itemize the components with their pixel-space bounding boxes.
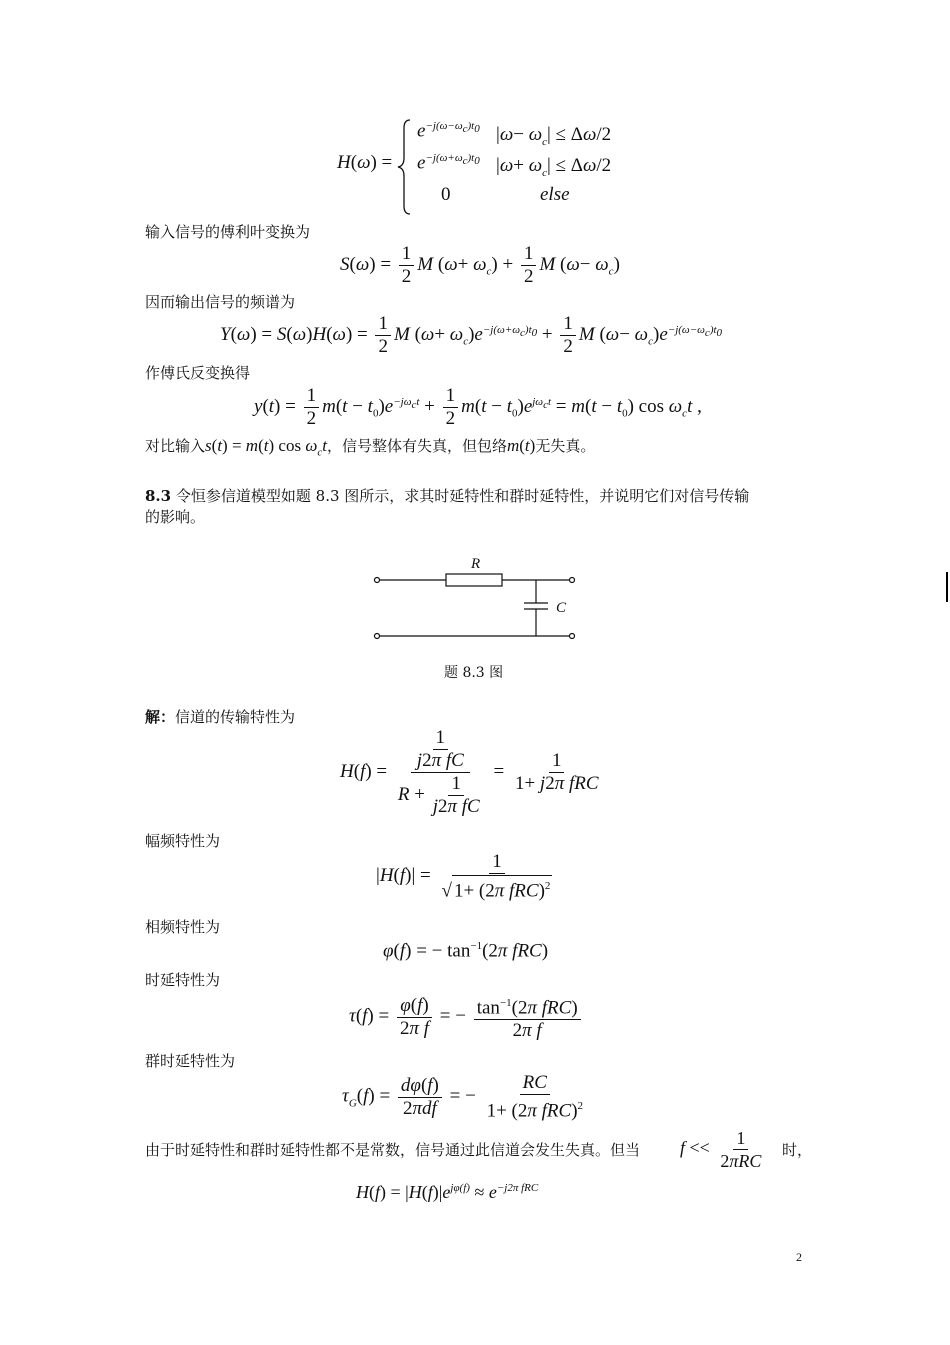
compare-end: 无失真。 <box>535 437 596 455</box>
case-3-cond: else <box>540 184 570 205</box>
figure-caption: 题 8.3 图 <box>444 665 504 681</box>
delay-char-text: 时延特性为 <box>145 971 221 989</box>
compare-line: 对比输入s(t) = m(t) $\cos \omega_ct$，信号整体有失真，但包络m(t)无失真。 <box>145 436 596 459</box>
page-number: 2 <box>796 1250 802 1264</box>
equation-tau-g-f: $\tau_G(f)$ = $\frac{d\varphi(f)}{\text{2πdf}}$ = − $\frac{RC}{1+ (2\pi fRC)^2}$ <box>342 1072 584 1122</box>
resistor <box>446 574 502 586</box>
conclusion-line <box>145 1140 640 1160</box>
solution-line <box>145 707 295 727</box>
compare-prefix: 对比输入 <box>145 437 206 455</box>
h-omega-lhs: H(ω) = <box>337 152 393 173</box>
input-ft-text: 输入信号的傅利叶变换为 <box>145 223 311 241</box>
left-brace <box>396 118 414 216</box>
rc-circuit-diagram <box>370 550 580 645</box>
case-3-expr: 0 <box>441 184 451 205</box>
capacitor-label: C <box>556 600 567 616</box>
output-terminal-bottom <box>570 634 575 639</box>
equation-abs-h-f: |H(f)| = $\frac{1}{√ 1+ (2\pi fRC)^2}$ <box>376 851 551 902</box>
problem-statement-line2: 的影响。 <box>145 508 206 526</box>
case-2-cond: $|\omega+ \omega_c| \le \Delta\omega/2$ <box>496 155 612 179</box>
equation-h-f: H(f) = $\frac{1}{\text{j2π fC}}$ R + $\frac{1}{\text{j2π fC}}$ = $\frac{1}{\text{1+ j2π fRC}}$ <box>340 727 599 817</box>
phase-freq-text: 相频特性为 <box>145 918 221 936</box>
equation-approx: $H(f) = |H(f)|e^{j\varphi(f)} \approx e^{-j2\pi fRC}$ <box>356 1182 539 1202</box>
problem-number: 8.3 <box>145 487 172 505</box>
output-terminal-top <box>570 578 575 583</box>
case-2-expr: $e^{-j(\omega+\omega_c)t_0}$ <box>417 152 480 174</box>
group-delay-char-text: 群时延特性为 <box>145 1052 236 1070</box>
compare-suffix: ，信号整体有失真，但包络 <box>326 437 507 455</box>
conclusion-end: 时， <box>782 1141 813 1159</box>
text-cursor <box>946 572 948 602</box>
equation-s-omega: S(ω) = $\frac{1}{2}$ M $(\omega+ \omega_c)$ + $\frac{1}{2}$ M $(\omega- \omega_c)$ <box>340 243 620 287</box>
equation-tau-f: τ(f) = $\frac{\varphi(f)}{\text{2π f}}$ = − $\frac{\tan^{-1}(2\pi fRC)}{\text{2π f}}$ <box>349 993 584 1041</box>
equation-y-omega: Y(ω) = S(ω)H(ω) = $\frac{1}{2}$ M $(\omega+ \omega_c)e^{-j(\omega+\omega_c)t_0}$ + $\frac{1}{2}$ M $(\omega- \omega_c)e^{-j(\omega-\omega_c)t_0}$ <box>220 313 723 357</box>
conclusion-text: 由于时延特性和群时延特性都不是常数，信号通过此信道会发生失真。但当 <box>145 1141 641 1159</box>
input-terminal-top <box>375 578 380 583</box>
equation-y-t: y(t) = $\frac{1}{2}$ $m(t - t_0)e^{-j\omega_ct}$ + $\frac{1}{2}$ $m(t - t_0)e^{j\omega_ct} = m(t - t_0)$ $\cos \omega_ct$ , <box>254 385 702 429</box>
amp-freq-text: 幅频特性为 <box>145 832 221 850</box>
case-1-cond: $|\omega- \omega_c| \le \Delta\omega/2$ <box>496 124 612 148</box>
output-spectrum-text: 因而输出信号的频谱为 <box>145 293 296 311</box>
problem-statement-line1 <box>145 486 749 506</box>
solution-label: 解： <box>145 708 176 726</box>
problem-text-line1: 令恒参信道模型如题 8.3 图所示，求其时延特性和群时延特性，并说明它们对信号传输 <box>175 487 750 505</box>
case-1-expr: $e^{-j(\omega-\omega_c)t_0}$ <box>417 120 480 142</box>
resistor-label: R <box>471 556 481 572</box>
solution-text: 信道的传输特性为 <box>175 708 296 726</box>
input-terminal-bottom <box>375 634 380 639</box>
equation-phi-f: φ(f) = − $\tan^{-1}(2\pi$ fRC) <box>383 940 549 962</box>
inverse-ft-text: 作傅氏反变换得 <box>145 364 251 382</box>
conclusion-condition: f << $\frac{1}{\text{2πRC}}$ <box>680 1128 762 1171</box>
